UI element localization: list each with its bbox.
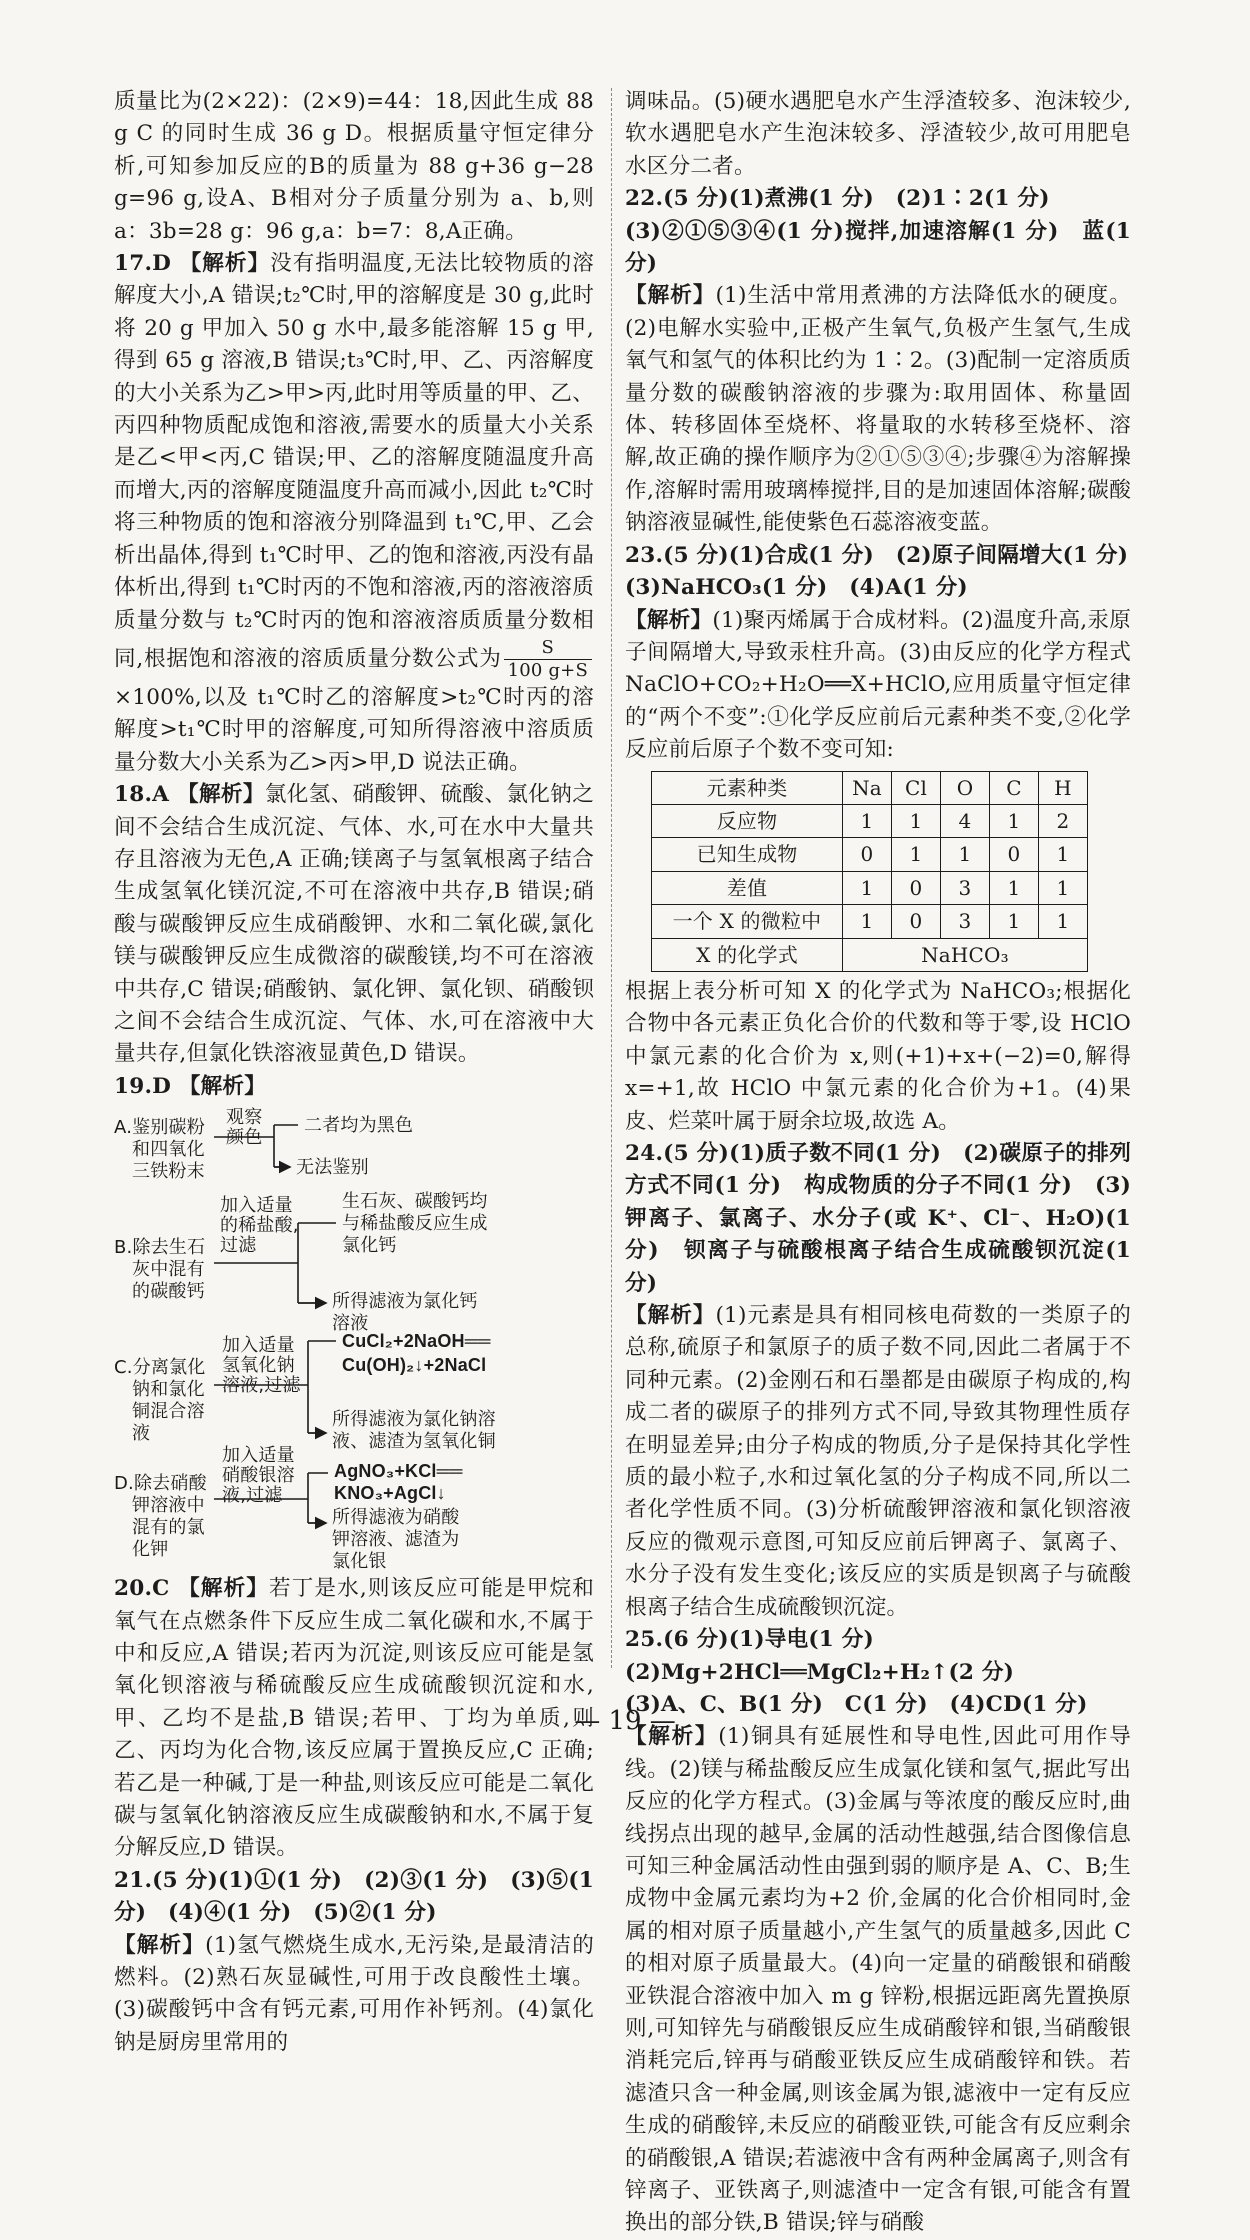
q25-explanation — [625, 1721, 1131, 2240]
table-cell: 反应物 — [652, 804, 843, 837]
q23-text: (1)聚丙烯属于合成材料。(2)温度升高,汞原子间隔增大,导致汞柱升高。(3)由反应的化学方程式 NaClO+CO₂+H₂O══X+HClO,应用质量守恒定律的“两个不变”:①化学反应前后元素种类不变,②化学反应前后原子个数不变可知: — [625, 607, 1132, 763]
table-cell: 1 — [843, 871, 892, 904]
a-op-2: 颜色 — [226, 1127, 263, 1149]
q20-answer — [114, 1573, 594, 1865]
q22-head: 22.(5 分)(1)煮沸(1 分) (2)1∶2(1 分) — [625, 186, 1050, 212]
a-label-1: A.鉴别碳粉 — [114, 1117, 205, 1139]
d-result-2-line3: 氯化银 — [332, 1551, 387, 1573]
q25-jiexi: 【解析】 — [625, 1724, 719, 1750]
table-cell: 3 — [941, 905, 990, 938]
b-op-3: 过滤 — [220, 1235, 257, 1257]
b-op-2: 的稀盐酸, — [220, 1215, 299, 1237]
table-header-row — [652, 771, 1088, 804]
b-result-1-line1: 生石灰、碳酸钙均 — [342, 1191, 488, 1213]
c-op-2: 氢氧化钠 — [222, 1355, 295, 1377]
table-cell: 0 — [843, 838, 892, 871]
q22-line2: (3)②①⑤③④(1 分)搅拌,加速溶解(1 分) 蓝(1 分) — [625, 218, 1131, 277]
q23-line2: (3)NaHCO₃(1 分) (4)A(1 分) — [625, 575, 968, 601]
b-op-1: 加入适量 — [220, 1195, 293, 1217]
c-label-3: 铜混合溶 — [132, 1401, 205, 1423]
table-cell: 0 — [892, 871, 941, 904]
d-label-4: 化钾 — [132, 1539, 169, 1561]
q17-text-b: ×100%,以及 t₁℃时乙的溶解度>t₂℃时丙的溶解度>t₁℃时甲的溶解度,可知所得溶液中溶质质量分数大小关系为乙>丙>甲,D 说法正确。 — [114, 684, 594, 775]
right-column — [625, 86, 1131, 2240]
q24-jiexi: 【解析】 — [625, 1303, 716, 1329]
table-cell: 1 — [990, 905, 1039, 938]
c-label-2: 钠和氯化 — [132, 1379, 205, 1401]
table-cell: 1 — [892, 804, 941, 837]
table-cell: 1 — [941, 838, 990, 871]
q17-text-a: 没有指明温度,无法比较物质的溶解度大小,A 错误;t₂℃时,甲的溶解度是 30 g,此时将 20 g 甲加入 50 g 水中,最多能溶解 15 g 甲,得到 65 g 溶液,B 错误;t₃℃时,甲、乙、丙溶解度的大小关系为乙>甲>丙,此时用等质量的甲、乙、丙四种物质配成饱和溶液,需要水的质量大小关系是乙<甲<丙,C 错误;甲、乙的溶解度随温度升高而增大,丙的溶解度随温度升高而减小,因此 t₂℃时将三种物质的饱和溶液分别降温到 t₁℃,甲、乙会析出晶体,得到 t₁℃时甲、乙的饱和溶液,丙没有晶体析出,得到 t₁℃时丙的不饱和溶液,丙的溶液溶质质量分数与 t₂℃时丙的饱和溶液溶质质量分数相同,根据饱和溶液的溶质质量分数公式为 — [114, 251, 594, 672]
d-label-2: 钾溶液中 — [132, 1495, 205, 1517]
c-equation-2: Cu(OH)₂↓+2NaCl — [342, 1355, 487, 1376]
table-cell: 1 — [990, 804, 1039, 837]
c-label-4: 液 — [132, 1423, 151, 1445]
b-label-1: B.除去生石 — [114, 1237, 206, 1259]
table-cell: 4 — [941, 804, 990, 837]
table-cell: 1 — [1039, 905, 1088, 938]
table-cell: 一个 X 的微粒中 — [652, 905, 843, 938]
table-header-cell: Na — [843, 771, 892, 804]
q22-text: (1)生活中常用煮沸的方法降低水的硬度。(2)电解水实验中,正极产生氧气,负极产生氢气,生成氧气和氢气的体积比约为 1∶2。(3)配制一定溶质质量分数的碳酸钠溶液的步骤为:取用固体、称量固体、转移固体至烧杯、将量取的水转移至烧杯、溶解,故正确的操作顺序为②①⑤③④;步骤④为溶解操作,溶解时需用玻璃棒搅拌,目的是加速固体溶解;碳酸钠溶液显碱性,能使紫色石蕊溶液变蓝。 — [625, 283, 1131, 536]
table-cell: 1 — [1039, 871, 1088, 904]
c-op-3: 溶液,过滤 — [222, 1375, 301, 1397]
table-cell: 3 — [941, 871, 990, 904]
q18-answer — [114, 779, 594, 1071]
a-result-2: 无法鉴别 — [296, 1157, 369, 1179]
b-label-2: 灰中混有 — [132, 1259, 205, 1281]
table-row — [652, 838, 1088, 871]
q24-head: 24.(5 分)(1)质子数不同(1 分) (2)碳原子的排列方式不同(1 分) 构成物质的分子不同(1 分) (3)钾离子、氯离子、水分子(或 K⁺、Cl⁻、H₂O)(1 分) 钡离子与硫酸根离子结合生成硫酸钡沉淀(1 分) — [625, 1141, 1131, 1296]
q21-jiexi: 【解析】 — [114, 1932, 206, 1958]
table-cell: 2 — [1039, 804, 1088, 837]
table-header-cell: Cl — [892, 771, 941, 804]
d-op-3: 液,过滤 — [222, 1485, 283, 1507]
table-header-cell: C — [990, 771, 1039, 804]
table-cell: NaHCO₃ — [843, 938, 1088, 971]
q18-text: 氯化氢、硝酸钾、硫酸、氯化钠之间不会结合生成沉淀、气体、水,可在水中大量共存且溶液为无色,A 正确;镁离子与氢氧根离子结合生成氢氧化镁沉淀,不可在溶液中共存,B 错误;硝酸与碳酸钾反应生成硝酸钾、水和二氧化碳,氯化镁与碳酸钾反应生成微溶的碳酸镁,均不可在溶液中共存,C 错误;硝酸钠、氯化钾、氯化钡、硝酸钡之间不会结合生成沉淀、气体、水,可在溶液中大量共存,但氯化铁溶液显黄色,D 错误。 — [114, 782, 594, 1067]
table-header-cell: 元素种类 — [652, 771, 843, 804]
c-label-1: C.分离氯化 — [114, 1357, 206, 1379]
d-op-2: 硝酸银溶 — [222, 1465, 295, 1487]
d-result-2-line2: 钾溶液、滤渣为 — [332, 1529, 460, 1551]
fraction-numerator: S — [504, 637, 592, 660]
table-cell: 1 — [843, 905, 892, 938]
q22-explanation — [625, 280, 1131, 539]
solubility-fraction — [504, 637, 592, 682]
table-row — [652, 938, 1088, 971]
table-cell: X 的化学式 — [652, 938, 843, 971]
table-cell: 1 — [1039, 838, 1088, 871]
a-label-3: 三铁粉末 — [132, 1161, 205, 1183]
d-result-2-line1: 所得滤液为硝酸 — [332, 1507, 460, 1529]
a-op-1: 观察 — [226, 1107, 263, 1129]
a-result-1: 二者均为黑色 — [304, 1115, 414, 1137]
d-equation-2: KNO₃+AgCl↓ — [334, 1483, 446, 1504]
q21-text: (1)氢气燃烧生成水,无污染,是最清洁的燃料。(2)熟石灰显碱性,可用于改良酸性土壤。(3)碳酸钙中含有钙元素,可用作补钙剂。(4)氯化钠是厨房里常用的 — [114, 1932, 594, 2055]
table-row — [652, 905, 1088, 938]
d-op-1: 加入适量 — [222, 1445, 295, 1467]
a-label-2: 和四氧化 — [132, 1139, 205, 1161]
q17-answer — [114, 248, 594, 779]
table-cell: 1 — [990, 871, 1039, 904]
q23-jiexi: 【解析】 — [625, 607, 713, 633]
b-result-1-line3: 氯化钙 — [342, 1235, 397, 1257]
page-number: — 19 — — [574, 1706, 676, 1736]
element-count-table — [651, 771, 1088, 972]
q22-jiexi: 【解析】 — [625, 283, 716, 309]
fraction-denominator: 100 g+S — [507, 659, 588, 681]
q25-line2: (2)Mg+2HCl══MgCl₂+H₂↑(2 分) — [625, 1659, 1015, 1685]
q25-head: 25.(6 分)(1)导电(1 分) — [625, 1627, 874, 1653]
b-result-2-line2: 溶液 — [332, 1313, 369, 1335]
table-cell: 1 — [892, 838, 941, 871]
q21-explanation — [114, 1930, 594, 2060]
c-equation-1: CuCl₂+2NaOH══ — [342, 1331, 491, 1352]
q25-line3: (3)A、C、B(1 分) C(1 分) (4)CD(1 分) — [625, 1691, 1088, 1717]
table-row — [652, 871, 1088, 904]
b-result-1-line2: 与稀盐酸反应生成 — [342, 1213, 488, 1235]
q17-head: 17.D 【解析】 — [114, 251, 271, 277]
column-divider — [611, 88, 612, 1668]
left-column — [114, 86, 594, 2059]
q25-text: (1)铜具有延展性和导电性,因此可用作导线。(2)镁与稀盐酸反应生成氯化镁和氢气,据此写出反应的化学方程式。(3)金属与等浓度的酸反应时,曲线拐点出现的越早,金属的活动性越强,结合图像信息可知三种金属活动性由强到弱的顺序是 A、C、B;生成物中金属元素均为+2 价,金属的化合价相同时,金属的相对原子质量越小,产生氢气的质量越多,因此 C 的相对原子质量最大。(4)向一定量的硝酸银和硝酸亚铁混合溶液中加入 m g 锌粉,根据远距离先置换原则,可知锌先与硝酸银反应生成硝酸锌和银,当硝酸银消耗完后,锌再与硝酸亚铁反应生成硝酸锌和铁。若滤渣只含一种金属,则该金属为银,滤液中一定有反应生成的硝酸锌,未反应的硝酸亚铁,可能含有反应剩余的硝酸银,A 错误;若滤液中含有两种金属离子,则含有锌离子、亚铁离子,则滤渣中一定含有银,可能含有置换出的部分铁,B 错误;锌与硝酸 — [625, 1724, 1131, 2236]
q18-head: 18.A 【解析】 — [114, 782, 265, 808]
intro-paragraph: 质量比为(2×22)：(2×9)=44：18,因此生成 88 g C 的同时生成 36 g D。根据质量守恒定律分析,可知参加反应的B的质量为 88 g+36 g−28 g=96 g,设A、B相对分子质量分别为 a、b,则 a：3b=28 g：96 g,a：b=7：8,A正确。 — [114, 89, 594, 244]
table-cell: 1 — [843, 804, 892, 837]
q21-head: 21.(5 分)(1)①(1 分) (2)③(1 分) (3)⑤(1 分) (4)④(1 分) (5)②(1 分) — [114, 1867, 594, 1926]
d-label-1: D.除去硝酸 — [114, 1473, 207, 1495]
table-header-cell: O — [941, 771, 990, 804]
d-equation-1: AgNO₃+KCl══ — [334, 1461, 463, 1482]
q20-head: 20.C 【解析】 — [114, 1576, 270, 1602]
q19-flow-diagram — [114, 1103, 594, 1573]
q24-text: (1)元素是具有相同核电荷数的一类原子的总称,硫原子和氯原子的质子数不同,因此二者属于不同种元素。(2)金刚石和石墨都是由碳原子构成的,构成二者的碳原子的排列方式不同,导致其物理性质存在明显差异;由分子构成的物质,分子是保持其化学性质的最小粒子,水和过氧化氢的分子构成不同,所以二者化学性质不同。(3)分析硫酸钾溶液和氯化钡溶液反应的微观示意图,可知反应前后钾离子、氯离子、水分子没有发生变化;该反应的实质是钡离子与硫酸根离子结合生成硫酸钡沉淀。 — [625, 1303, 1131, 1620]
q20-text: 若丁是水,则该反应可能是甲烷和氧气在点燃条件下反应生成二氧化碳和水,不属于中和反应,A 错误;若丙为沉淀,则该反应可能是氢氧化钡溶液与稀硫酸反应生成硫酸钡沉淀和水,甲、乙均不是盐,B 错误;若甲、丁均为单质,则乙、丙均为化合物,该反应属于置换反应,C 正确;若乙是一种碱,丁是一种盐,则该反应可能是二氧化碳与氢氧化钠溶液反应生成碳酸钠和水,不属于复分解反应,D 错误。 — [114, 1576, 594, 1861]
table-cell: 差值 — [652, 871, 843, 904]
b-label-3: 的碳酸钙 — [132, 1281, 205, 1303]
q21-continued: 调味品。(5)硬水遇肥皂水产生浮渣较多、泡沫较少,软水遇肥皂水产生泡沫较多、浮渣较少,故可用肥皂水区分二者。 — [625, 89, 1131, 179]
q24-explanation — [625, 1300, 1131, 1624]
table-cell: 0 — [892, 905, 941, 938]
q23-head: 23.(5 分)(1)合成(1 分) (2)原子间隔增大(1 分) — [625, 542, 1129, 568]
table-cell: 已知生成物 — [652, 838, 843, 871]
q23-text-2: 根据上表分析可知 X 的化学式为 NaHCO₃;根据化合物中各元素正负化合价的代数和等于零,设 HClO 中氯元素的化合价为 x,则(+1)+x+(−2)=0,解得 x=+1,故 HClO 中氯元素的化合价为+1。(4)果皮、烂菜叶属于厨余垃圾,故选 A。 — [625, 978, 1131, 1134]
table-cell: 0 — [990, 838, 1039, 871]
c-op-1: 加入适量 — [222, 1335, 295, 1357]
q19-head: 19.D 【解析】 — [114, 1073, 266, 1099]
d-label-3: 混有的氯 — [132, 1517, 205, 1539]
q23-explanation — [625, 605, 1131, 767]
c-result-2-line2: 液、滤渣为氢氧化铜 — [332, 1431, 496, 1453]
c-result-2-line1: 所得滤液为氯化钠溶 — [332, 1409, 496, 1431]
b-result-2-line1: 所得滤液为氯化钙 — [332, 1291, 478, 1313]
table-header-cell: H — [1039, 771, 1088, 804]
table-row — [652, 804, 1088, 837]
